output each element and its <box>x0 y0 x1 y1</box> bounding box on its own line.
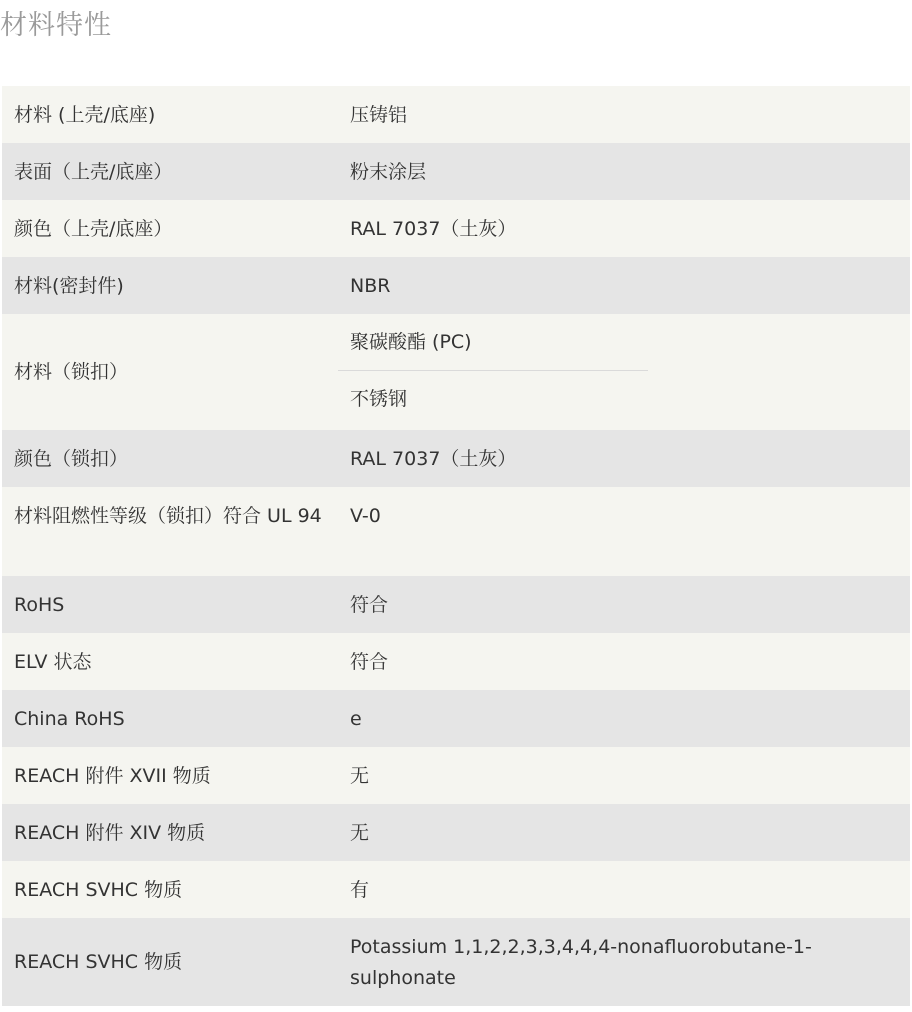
row-values <box>338 257 910 314</box>
row-label: RoHS <box>14 594 65 616</box>
table-row <box>2 690 910 747</box>
row-value: 无 <box>350 765 370 787</box>
row-value: e <box>350 708 362 730</box>
row-value: RAL 7037（土灰） <box>350 218 517 240</box>
row-values <box>338 576 910 633</box>
row-label: REACH 附件 XVII 物质 <box>14 765 211 787</box>
table-row <box>2 918 910 1006</box>
table-row <box>2 747 910 804</box>
row-label: 材料(密封件) <box>14 275 124 297</box>
row-values <box>338 918 910 1006</box>
row-value: 压铸铝 <box>350 104 408 126</box>
row-value: 符合 <box>350 651 389 673</box>
row-values <box>338 314 910 430</box>
table-row <box>2 487 910 576</box>
row-label: REACH 附件 XIV 物质 <box>14 822 206 844</box>
row-value: 无 <box>350 822 370 844</box>
row-values <box>338 690 910 747</box>
row-value: 粉末涂层 <box>350 161 427 183</box>
row-label: ELV 状态 <box>14 651 92 673</box>
row-label: 材料阻燃性等级（锁扣）符合 UL 94 <box>14 505 322 527</box>
row-value: V-0 <box>350 505 381 527</box>
table-row <box>2 257 910 314</box>
row-label: China RoHS <box>14 708 125 730</box>
row-values <box>338 633 910 690</box>
table-row <box>2 576 910 633</box>
table-row <box>2 861 910 918</box>
row-values <box>338 430 910 487</box>
row-value: 不锈钢 <box>350 388 408 410</box>
row-value: 符合 <box>350 594 389 616</box>
table-row <box>2 143 910 200</box>
row-label: 材料（锁扣） <box>14 360 129 383</box>
table-row <box>2 86 910 143</box>
table-row <box>2 430 910 487</box>
row-values <box>338 143 910 200</box>
table-row <box>2 314 910 430</box>
row-value: 聚碳酸酯 (PC) <box>338 314 648 371</box>
row-value: 有 <box>350 879 370 901</box>
table-row <box>2 200 910 257</box>
row-label: 表面（上壳/底座） <box>14 161 173 183</box>
row-label: 材料 (上壳/底座) <box>14 104 156 126</box>
row-values <box>338 86 910 143</box>
row-label: 颜色（上壳/底座） <box>14 218 173 240</box>
row-label: REACH SVHC 物质 <box>14 950 183 973</box>
row-values <box>338 804 910 861</box>
row-values <box>338 200 910 257</box>
row-values <box>338 747 910 804</box>
page-title: 材料特性 <box>0 10 112 41</box>
row-values <box>338 487 910 576</box>
row-label: 颜色（锁扣） <box>14 448 129 470</box>
row-value: NBR <box>350 275 391 297</box>
material-properties-table <box>2 86 910 1006</box>
row-value: RAL 7037（土灰） <box>350 448 517 470</box>
row-label: REACH SVHC 物质 <box>14 879 183 901</box>
row-value: Potassium 1,1,2,2,3,3,4,4,4-nonafluorobutane-1-sulphonate <box>350 936 812 989</box>
table-row <box>2 804 910 861</box>
row-values <box>338 861 910 918</box>
table-row <box>2 633 910 690</box>
